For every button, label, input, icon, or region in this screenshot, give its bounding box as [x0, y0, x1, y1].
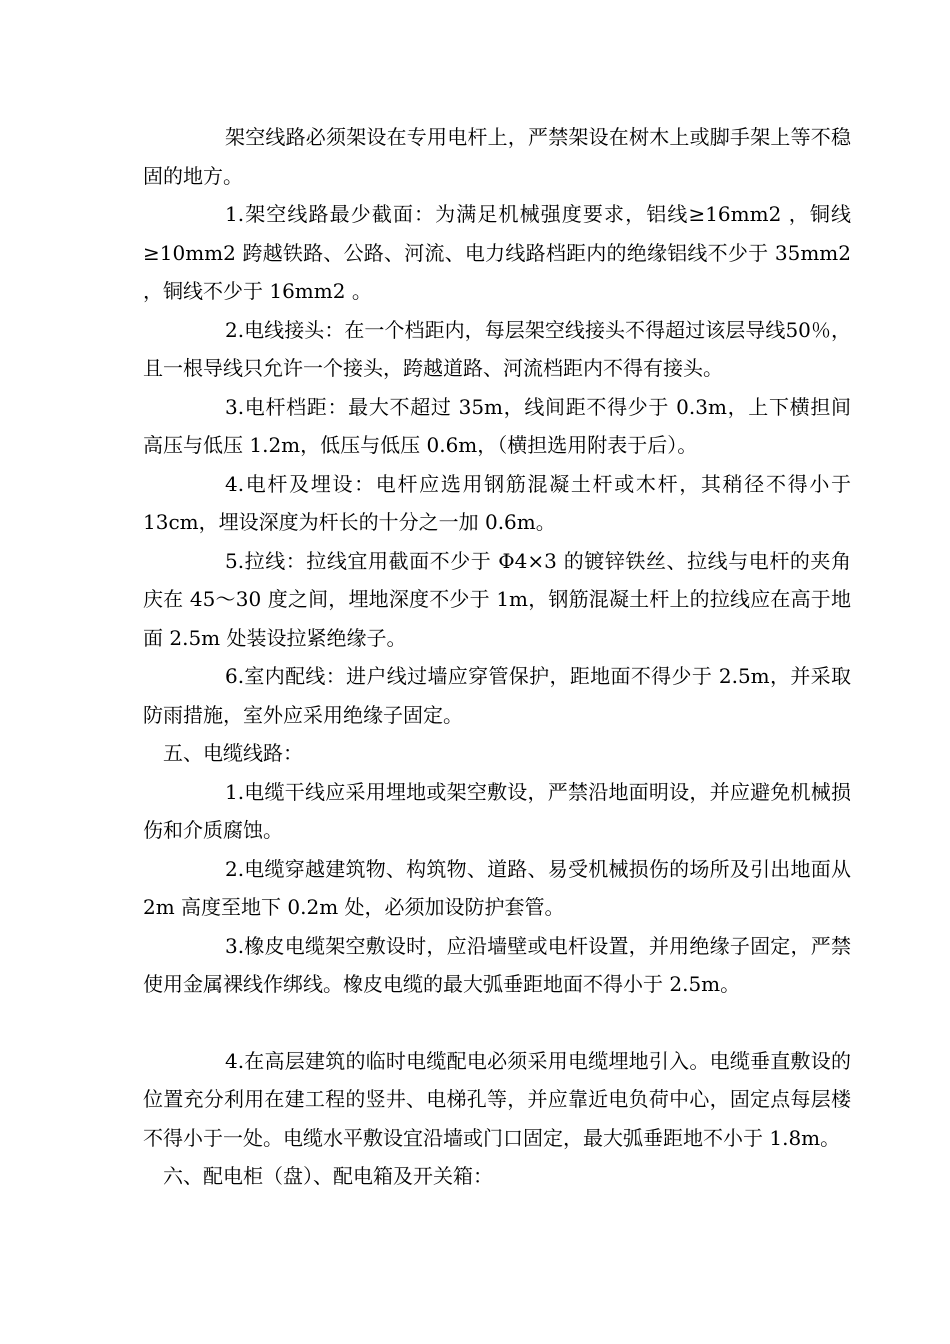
paragraph-cable-item-4: 4.在高层建筑的临时电缆配电必须采用电缆埋地引入。电缆垂直敷设的位置充分利用在建工程的竖井、电梯孔等，并应靠近电负荷中心，固定点每层楼不得小于一处。电缆水平敷设宜沿墙或门口固定，最大弧垂距地不小于 1.8m。 [143, 1048, 851, 1150]
document-body [143, 118, 851, 1196]
paragraph-item-2-wire-joints: 2.电线接头：在一个档距内，每层架空线接头不得超过该层导线50％，且一根导线只允许一个接头，跨越道路、河流档距内不得有接头。 [143, 317, 851, 380]
paragraph-item-6-indoor-wiring: 6.室内配线：进户线过墙应穿管保护，距地面不得少于 2.5m，并采取防雨措施，室外应采用绝缘子固定。 [143, 664, 851, 727]
paragraph-item-4-pole-burial: 4.电杆及埋设：电杆应选用钢筋混凝土杆或木杆，其稍径不得小于 13cm，埋设深度为杆长的十分之一加 0.6m。 [143, 471, 851, 534]
paragraph-cable-item-2: 2.电缆穿越建筑物、构筑物、道路、易受机械损伤的场所及引出地面从 2m 高度至地下 0.2m 处，必须加设防护套管。 [143, 856, 851, 919]
paragraph-cable-item-1: 1.电缆干线应采用埋地或架空敷设，严禁沿地面明设，并应避免机械损伤和介质腐蚀。 [143, 779, 851, 842]
paragraph-item-3-pole-span: 3.电杆档距：最大不超过 35m，线间距不得少于 0.3m，上下横担间高压与低压 1.2m，低压与低压 0.6m，（横担选用附表于后）。 [143, 394, 851, 457]
section-heading-distribution-boxes: 六、配电柜（盘）、配电箱及开关箱： [163, 1164, 493, 1188]
section-heading-cable-lines: 五、电缆线路： [163, 741, 303, 765]
paragraph-item-1-min-section: 1.架空线路最少截面：为满足机械强度要求，铝线≥16mm2 ，铜线≥10mm2 跨越铁路、公路、河流、电力线路档距内的绝缘铝线不少于 35mm2 ，铜线不少于 16mm2 。 [143, 202, 851, 303]
paragraph-item-5-guy-wire: 5.拉线：拉线宜用截面不少于 Φ4×3 的镀锌铁丝、拉线与电杆的夹角庆在 45～30 度之间，埋地深度不少于 1m，钢筋混凝土杆上的拉线应在高于地面 2.5m 处装设拉紧绝缘子。 [143, 548, 851, 650]
paragraph-overhead-lines-intro: 架空线路必须架设在专用电杆上，严禁架设在树木上或脚手架上等不稳固的地方。 [143, 125, 851, 188]
paragraph-cable-item-3: 3.橡皮电缆架空敷设时，应沿墙壁或电杆设置，并用绝缘子固定，严禁使用金属裸线作绑线。橡皮电缆的最大弧垂距地面不得小于 2.5m。 [143, 933, 851, 996]
